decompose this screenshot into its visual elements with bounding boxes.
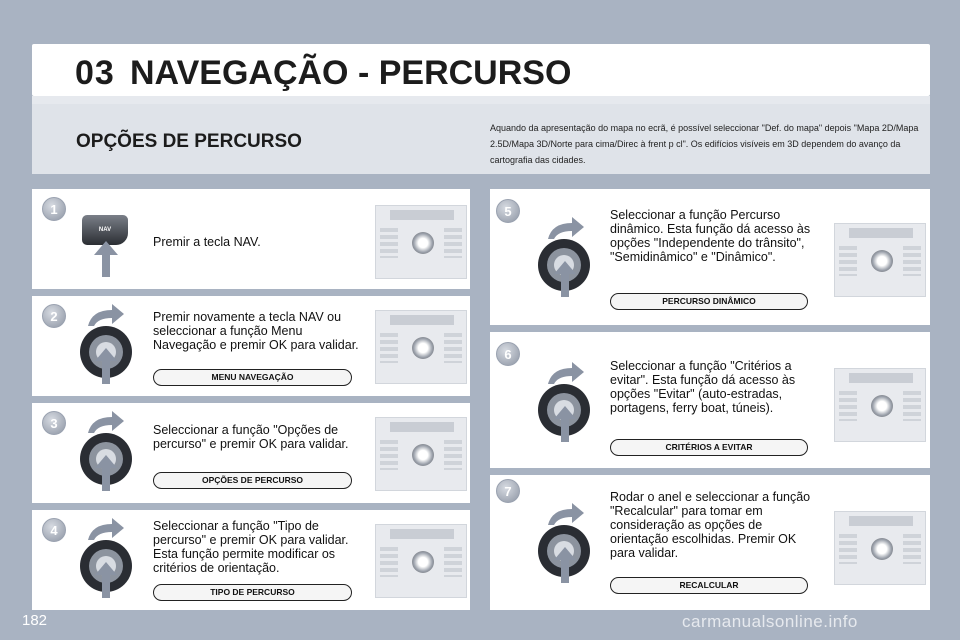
press-arrow-icon bbox=[95, 348, 117, 384]
step-panel-1 bbox=[32, 189, 470, 289]
step-text: Premir a tecla NAV. bbox=[153, 235, 261, 249]
menu-label: MENU NAVEGAÇÃO bbox=[153, 369, 352, 386]
step-panel-4 bbox=[32, 510, 470, 610]
rotate-arrow-icon bbox=[86, 409, 126, 435]
press-arrow-icon bbox=[554, 406, 576, 442]
chapter-number: 03 bbox=[75, 54, 115, 92]
radio-console-icon bbox=[375, 524, 467, 598]
press-arrow-icon bbox=[554, 547, 576, 583]
menu-label: RECALCULAR bbox=[610, 577, 808, 594]
intro-text: Aquando da apresentação do mapa no ecrã, é possível seleccionar "Def. do mapa" depois "Mapa 2D/Mapa 2.5D/Mapa 3D/Norte para cima/Direc à frent p cl". Os edifícios visíveis em 3D dependem do avanço da cartografia das cidades. bbox=[490, 123, 919, 165]
page-title: NAVEGAÇÃO - PERCURSO bbox=[130, 54, 572, 92]
step-panel-7 bbox=[490, 475, 930, 610]
rotate-arrow-icon bbox=[86, 302, 126, 328]
press-arrow-icon bbox=[94, 241, 118, 277]
step-text: Rodar o anel e seleccionar a função "Recalcular" para tomar em consideração as opções de orientação escolhidas. Premir OK para validar. bbox=[610, 490, 811, 560]
step-number: 6 bbox=[496, 342, 520, 366]
menu-label: OPÇÕES DE PERCURSO bbox=[153, 472, 352, 489]
step-text: Seleccionar a função "Tipo de percurso" e premir OK para validar. Esta função permite modificar os critérios de orientação. bbox=[153, 519, 349, 575]
menu-label: CRITÉRIOS A EVITAR bbox=[610, 439, 808, 456]
step-number: 4 bbox=[42, 518, 66, 542]
rotate-arrow-icon bbox=[86, 516, 126, 542]
menu-label: TIPO DE PERCURSO bbox=[153, 584, 352, 601]
radio-console-icon bbox=[834, 511, 926, 585]
rotate-arrow-icon bbox=[546, 360, 586, 386]
step-text: Seleccionar a função "Opções de percurso" e premir OK para validar. bbox=[153, 423, 349, 451]
header-divider bbox=[32, 96, 930, 104]
radio-console-icon bbox=[375, 417, 467, 491]
step-text: Seleccionar a função "Critérios a evitar". Esta função dá acesso às opções "Evitar" (auto-estradas, portagens, ferry boat, túneis). bbox=[610, 359, 796, 415]
menu-label: PERCURSO DINÂMICO bbox=[610, 293, 808, 310]
radio-console-icon bbox=[375, 205, 467, 279]
radio-console-icon bbox=[375, 310, 467, 384]
step-panel-6 bbox=[490, 332, 930, 468]
step-number: 3 bbox=[42, 411, 66, 435]
step-text: Seleccionar a função Percurso dinâmico. Esta função dá acesso às opções "Independente do trânsito", "Semidinâmico" e "Dinâmico". bbox=[610, 208, 811, 264]
radio-console-icon bbox=[834, 223, 926, 297]
radio-console-icon bbox=[834, 368, 926, 442]
press-arrow-icon bbox=[554, 261, 576, 297]
step-panel-3 bbox=[32, 403, 470, 503]
rotate-arrow-icon bbox=[546, 501, 586, 527]
step-panel-5 bbox=[490, 189, 930, 325]
page-number: 182 bbox=[22, 612, 48, 629]
step-panel-2 bbox=[32, 296, 470, 396]
step-number: 2 bbox=[42, 304, 66, 328]
press-arrow-icon bbox=[95, 455, 117, 491]
section-title: OPÇÕES DE PERCURSO bbox=[76, 131, 302, 152]
step-number: 7 bbox=[496, 479, 520, 503]
step-number: 5 bbox=[496, 199, 520, 223]
step-text: Premir novamente a tecla NAV ou seleccionar a função Menu Navegação e premir OK para validar. bbox=[153, 310, 359, 352]
nav-key-icon: NAV bbox=[82, 215, 128, 245]
rotate-arrow-icon bbox=[546, 215, 586, 241]
watermark: carmanualsonline.info bbox=[682, 612, 858, 631]
press-arrow-icon bbox=[95, 562, 117, 598]
step-number: 1 bbox=[42, 197, 66, 221]
